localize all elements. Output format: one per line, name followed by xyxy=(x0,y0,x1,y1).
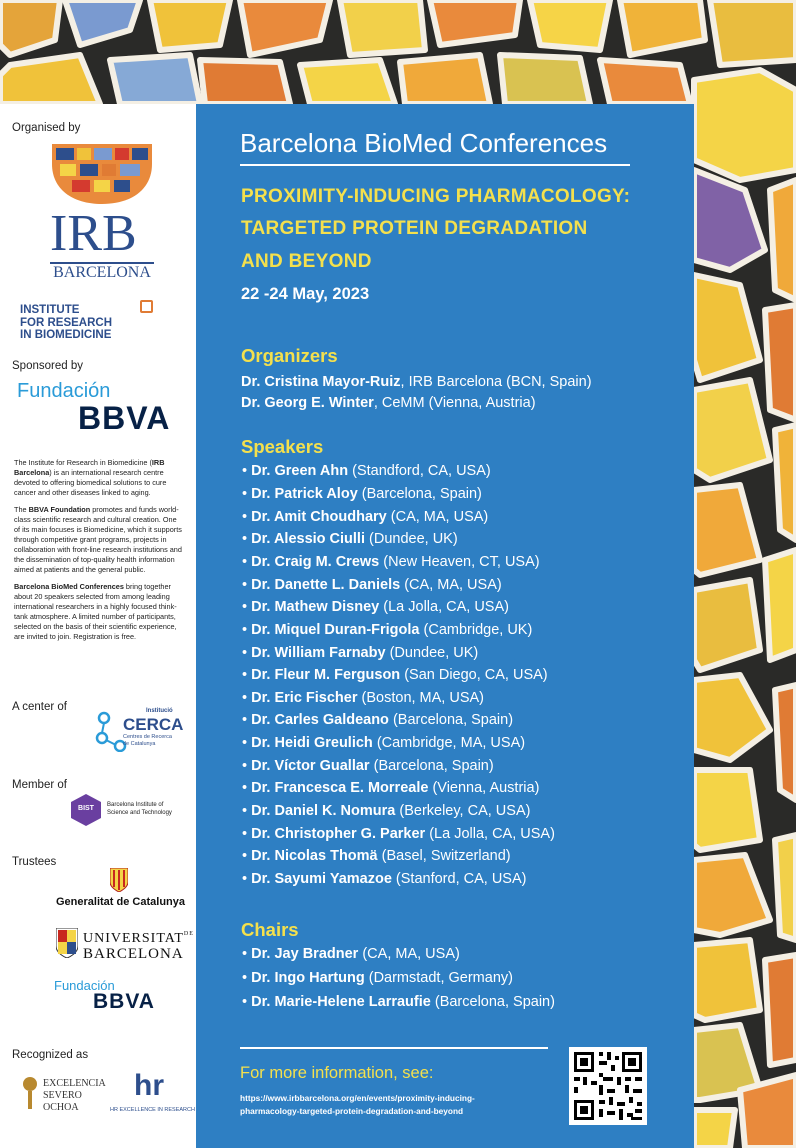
irb-mosaic-logo-icon xyxy=(52,144,152,206)
speaker-item: • Dr. Craig M. Crews (New Heaven, CT, USA) xyxy=(242,554,540,570)
bist-mark: BIST xyxy=(78,805,94,812)
speaker-item: • Dr. Amit Choudhary (CA, MA, USA) xyxy=(242,509,489,525)
irb-logo-city: BARCELONA xyxy=(50,262,154,282)
qr-code-icon[interactable] xyxy=(569,1047,647,1125)
speaker-item: • Dr. Daniel K. Nomura (Berkeley, CA, USA) xyxy=(242,803,531,819)
member-of-label: Member of xyxy=(12,779,67,791)
speaker-item: • Dr. Alessio Ciulli (Dundee, UK) xyxy=(242,531,458,547)
speaker-item: • Dr. Miquel Duran-Frigola (Cambridge, UK) xyxy=(242,622,533,638)
organizer-item: Dr. Cristina Mayor-Ruiz, IRB Barcelona (BCN, Spain) xyxy=(241,374,592,390)
ub-de: DE xyxy=(183,931,194,937)
chair-item: • Dr. Jay Bradner (CA, MA, USA) xyxy=(242,946,460,962)
speaker-item: • Dr. Víctor Guallar (Barcelona, Spain) xyxy=(242,758,494,774)
sidebar-description: The Institute for Research in Biomedicine (IRB Barcelona) is an international research centre devoted to offering biomedical solutions to cure cancer and other diseases linked to aging. The BBVA Foundation promotes and funds world-class scientific research and cultural creation. One of its main focuses is Biomedicine, which it supports through competitive grant programs, projects in collaboration with front-line research institutions and the dissemination of top-quality health information aimed at patients and the general public. Barcelona BioMed Conferences bring together about 20 speakers selected from among leading international researchers in a highly focused think-tank atmosphere. A limited number of participants, selected on the basis of their scientific experience, are invited to join. Registration is free. xyxy=(14,458,182,641)
trustees-label: Trustees xyxy=(12,856,57,868)
ub-line-1: UNIVERSITAT xyxy=(83,931,184,946)
bist-line-2: Science and Technology xyxy=(107,809,172,816)
event-title-line-3: AND BEYOND xyxy=(241,251,372,272)
speaker-item: • Dr. Fleur M. Ferguson (San Diego, CA, USA) xyxy=(242,667,548,683)
ub-line-2: BARCELONA xyxy=(83,946,184,962)
chairs-heading: Chairs xyxy=(241,919,299,940)
severo-ochoa-icon xyxy=(22,1076,38,1112)
speaker-item: • Dr. Francesca E. Morreale (Vienna, Austria) xyxy=(242,780,540,796)
speakers-heading: Speakers xyxy=(241,436,324,457)
event-url-line-1[interactable]: https://www.irbbarcelona.org/en/events/proximity-inducing- xyxy=(240,1093,475,1103)
sponsored-by-label: Sponsored by xyxy=(12,360,83,372)
institute-mark-icon xyxy=(140,300,153,313)
speaker-item: • Dr. Carles Galdeano (Barcelona, Spain) xyxy=(242,712,514,728)
event-url-line-2[interactable]: pharmacology-targeted-protein-degradation-and-beyond xyxy=(240,1106,464,1116)
speaker-item: • Dr. Sayumi Yamazoe (Stanford, CA, USA) xyxy=(242,871,527,887)
cerca-top: Institució xyxy=(146,708,173,714)
speaker-item: • Dr. Heidi Greulich (Cambridge, MA, USA) xyxy=(242,735,526,751)
generalitat-label: Generalitat de Catalunya xyxy=(56,896,185,908)
chair-item: • Dr. Ingo Hartung (Darmstadt, Germany) xyxy=(242,970,513,986)
footer-divider xyxy=(240,1047,548,1049)
a-center-of-label: A center of xyxy=(12,701,67,713)
bist-line-1: Barcelona Institute of xyxy=(107,802,164,808)
bbva-logo-2: BBVA xyxy=(93,990,155,1013)
more-info-label: For more information, see: xyxy=(240,1064,434,1082)
cerca-sub-1: Centres de Recerca xyxy=(123,734,172,740)
cerca-sub-2: de Catalunya xyxy=(123,740,156,747)
organizers-heading: Organizers xyxy=(241,345,338,366)
institute-line-2: FOR RESEARCH xyxy=(20,316,113,329)
hr-logo: hr xyxy=(134,1069,164,1102)
cerca-name: CERCA xyxy=(123,715,184,734)
speaker-item: • Dr. Patrick Aloy (Barcelona, Spain) xyxy=(242,486,482,502)
speaker-item: • Dr. Nicolas Thomä (Basel, Switzerland) xyxy=(242,848,511,864)
irb-logo-text: IRB xyxy=(50,205,137,262)
event-dates: 22 -24 May, 2023 xyxy=(241,285,370,303)
bbva-logo: BBVA xyxy=(78,400,171,436)
conference-underline xyxy=(240,164,630,166)
speaker-item: • Dr. William Farnaby (Dundee, UK) xyxy=(242,645,479,661)
sidebar xyxy=(0,104,197,1148)
generalitat-shield-icon xyxy=(110,868,128,892)
chair-item: • Dr. Marie-Helene Larraufie (Barcelona, Spain) xyxy=(242,994,555,1010)
fundacion-label: Fundación xyxy=(17,380,111,402)
speaker-item: • Dr. Mathew Disney (La Jolla, CA, USA) xyxy=(242,599,509,615)
recognized-as-label: Recognized as xyxy=(12,1049,89,1061)
speaker-item: • Dr. Green Ahn (Standford, CA, USA) xyxy=(242,463,491,479)
institute-line-1: INSTITUTE xyxy=(20,304,80,316)
severo-line-2: SEVERO xyxy=(43,1090,82,1101)
severo-line-1: EXCELENCIA xyxy=(43,1078,106,1089)
fundacion-label-2: Fundación xyxy=(54,978,115,993)
speaker-item: • Dr. Eric Fischer (Boston, MA, USA) xyxy=(242,690,485,706)
organizer-item: Dr. Georg E. Winter, CeMM (Vienna, Austria) xyxy=(241,395,536,411)
speaker-item: • Dr. Christopher G. Parker (La Jolla, CA, USA) xyxy=(242,826,555,842)
institute-line-3: IN BIOMEDICINE xyxy=(20,329,112,341)
severo-line-3: OCHOA xyxy=(43,1102,79,1113)
organised-by-label: Organised by xyxy=(12,122,81,134)
ub-shield-icon xyxy=(56,928,78,958)
event-title-line-1: PROXIMITY-INDUCING PHARMACOLOGY: xyxy=(241,186,631,207)
event-title-line-2: TARGETED PROTEIN DEGRADATION xyxy=(241,218,588,239)
conference-name: Barcelona BioMed Conferences xyxy=(240,128,608,158)
speaker-item: • Dr. Danette L. Daniels (CA, MA, USA) xyxy=(242,577,502,593)
hr-excellence-label: HR EXCELLENCE IN RESEARCH xyxy=(110,1107,195,1113)
